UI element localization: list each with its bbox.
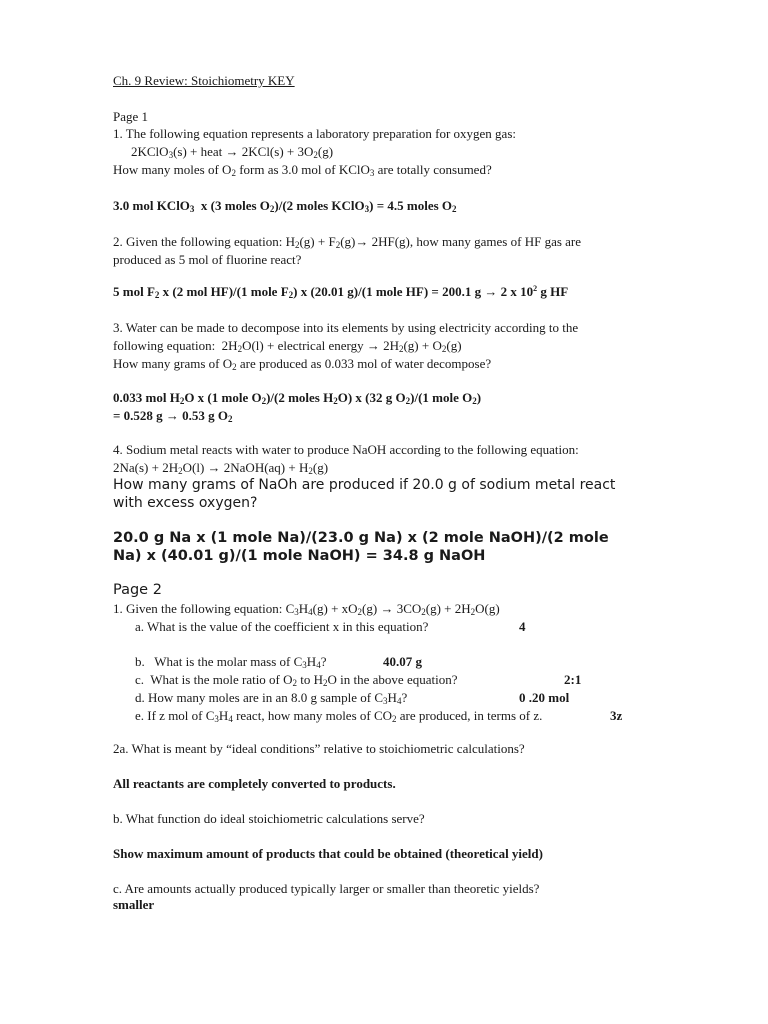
- p2-q1-prompt: 1. Given the following equation: $C_3H_4(g) + xO_2(g) \to 3CO_2(g) + 2H_2O(g)$: [113, 601, 500, 617]
- q3-answer-2: = 0.528 g → 0.53 g $O_2$: [113, 408, 233, 424]
- q1-question: How many moles of $O_2$ form as 3.0 mol of KClO$_3$ are totally consumed?: [113, 162, 492, 178]
- p2-q1e-answer: 3z: [610, 708, 623, 723]
- q3-answer-1: 0.033 mol $H_2O$ x (1 mole $O_2)/(2$ moles $H_2O$) x (32 g $O_2)/(1$ mole $O_2$): [113, 390, 482, 406]
- q2-prompt-2: produced as 5 mol of fluorine react?: [113, 252, 302, 267]
- p2-q1b-answer: 40.07 g: [383, 654, 422, 669]
- page2-heading: Page 2: [113, 582, 162, 598]
- p2-q1b: b. What is the molar mass of $C_3H_4$?: [135, 654, 327, 670]
- p2-q2b: b. What function do ideal stoichiometric calculations serve?: [113, 811, 425, 826]
- q3-prompt-2: following equation: $2H_2O(l)$ + electrical energy → $2H_2(g) + O_2(g)$: [113, 338, 462, 354]
- p2-q1e: e. If z mol of $C_3H_4$ react, how many moles of $CO_2$ are produced, in terms of z.: [135, 708, 543, 724]
- q3-prompt-1: 3. Water can be made to decompose into its elements by using electricity according to the: [113, 320, 579, 335]
- q1-answer: 3.0 mol KClO$_3$ x (3 moles $O_2)/(2$ moles KClO$_3$) = 4.5 moles $O_2$: [113, 198, 457, 214]
- q2-answer: 5 mol $F_2$ x (2 mol HF)/(1 mole $F_2$) x (20.01 g)/(1 mole HF) = 200.1 g → 2 x $10^2$ g HF: [113, 284, 569, 300]
- q4-answer-1: 20.0 g Na x (1 mole Na)/(23.0 g Na) x (2 mole NaOH)/(2 mole: [113, 530, 609, 546]
- p2-q1d: d. How many moles are in an 8.0 g sample of $C_3H_4$?: [135, 690, 408, 706]
- q4-question-2: with excess oxygen?: [113, 495, 258, 511]
- p2-q1a: a. What is the value of the coefficient x in this equation?: [135, 619, 429, 634]
- p2-q2c-answer: smaller: [113, 897, 155, 912]
- p2-q2c: c. Are amounts actually produced typically larger or smaller than theoretic yields?: [113, 881, 540, 896]
- q1-equation: 2KClO$_3$(s) + heat → $2KCl(s) + 3O_2(g)$: [131, 144, 334, 160]
- p2-q1c-answer: 2:1: [564, 672, 582, 687]
- document-title: Ch. 9 Review: Stoichiometry KEY: [113, 73, 295, 88]
- q4-question-1: How many grams of NaOh are produced if 20.0 g of sodium metal react: [113, 477, 616, 493]
- q4-answer-2: Na) x (40.01 g)/(1 mole NaOH) = 34.8 g NaOH: [113, 548, 486, 564]
- p2-q2a-answer: All reactants are completely converted to products.: [113, 776, 396, 791]
- q4-prompt: 4. Sodium metal reacts with water to produce NaOH according to the following equation:: [113, 442, 579, 457]
- page1-heading: Page 1: [113, 109, 149, 124]
- p2-q1d-answer: 0 .20 mol: [519, 690, 570, 705]
- q2-prompt-1: 2. Given the following equation: $H_2(g) + F_2(g)\to 2HF(g)$, how many games of HF gas are: [113, 234, 582, 250]
- q3-question: How many grams of $O_2$ are produced as 0.033 mol of water decompose?: [113, 356, 492, 372]
- p2-q2b-answer: Show maximum amount of products that could be obtained (theoretical yield): [113, 846, 543, 861]
- p2-q1c: c. What is the mole ratio of $O_2$ to $H_2O$ in the above equation?: [135, 672, 458, 688]
- p2-q1a-answer: 4: [519, 619, 526, 634]
- q4-equation: $2Na(s) + 2H_2O(l)$ → 2NaOH(aq) + $H_2(g)$: [113, 460, 329, 476]
- p2-q2a: 2a. What is meant by “ideal conditions” relative to stoichiometric calculations?: [113, 741, 525, 756]
- q1-prompt: 1. The following equation represents a laboratory preparation for oxygen gas:: [113, 126, 516, 141]
